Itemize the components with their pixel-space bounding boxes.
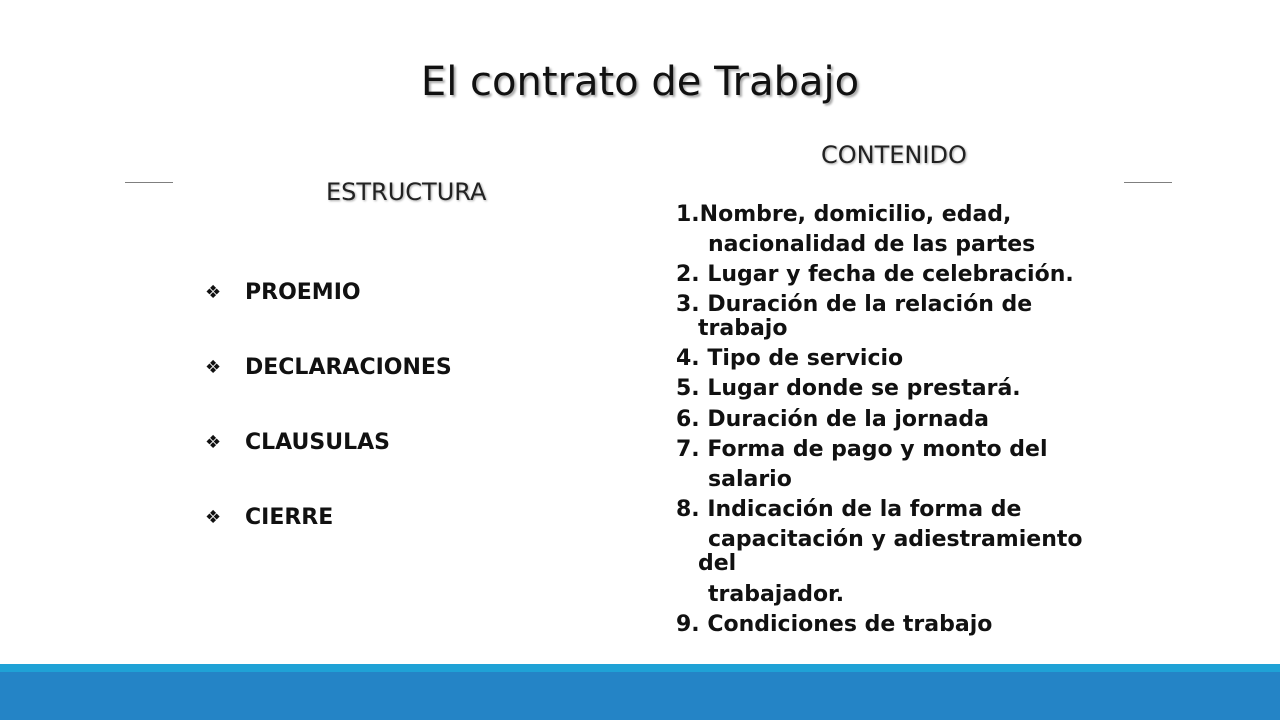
content-line: 6. Duración de la jornada: [676, 407, 989, 432]
content-line: trabajador.: [708, 582, 845, 607]
slide-title: El contrato de Trabajo: [420, 59, 860, 105]
right-divider-rule: [1124, 182, 1172, 183]
content-line: 3. Duración de la relación de: [676, 292, 1033, 317]
content-line: nacionalidad de las partes: [708, 232, 1036, 257]
structure-item-label: PROEMIO: [245, 280, 361, 305]
footer-band-dark: [0, 672, 1280, 720]
content-line: salario: [708, 467, 792, 492]
structure-item: [205, 426, 452, 460]
diamond-bullet-icon: ❖: [205, 432, 222, 453]
structure-item: [205, 276, 452, 310]
content-line: 5. Lugar donde se prestará.: [676, 376, 1021, 401]
diamond-bullet-icon: ❖: [205, 282, 222, 303]
content-line: capacitación y adiestramiento: [708, 527, 1083, 552]
structure-list: [205, 276, 452, 576]
content-line: del: [698, 551, 737, 576]
content-line: 7. Forma de pago y monto del: [676, 437, 1048, 462]
content-line: 9. Condiciones de trabajo: [676, 612, 993, 637]
structure-item-label: CLAUSULAS: [245, 430, 390, 455]
left-divider-rule: [125, 182, 173, 183]
diamond-bullet-icon: ❖: [205, 507, 222, 528]
structure-item-label: DECLARACIONES: [245, 355, 452, 380]
structure-item: [205, 351, 452, 385]
diamond-bullet-icon: ❖: [205, 357, 222, 378]
content-line: 1.Nombre, domicilio, edad,: [676, 202, 1012, 227]
structure-heading: ESTRUCTURA: [326, 178, 487, 206]
footer-band-light: [0, 664, 1280, 672]
content-line: 2. Lugar y fecha de celebración.: [676, 262, 1074, 287]
content-line: 8. Indicación de la forma de: [676, 497, 1022, 522]
structure-item-label: CIERRE: [245, 505, 334, 530]
content-line: trabajo: [698, 316, 788, 341]
contents-heading: CONTENIDO: [821, 141, 967, 169]
content-line: 4. Tipo de servicio: [676, 346, 904, 371]
contents-list: [676, 202, 1116, 642]
structure-item: [205, 501, 452, 535]
